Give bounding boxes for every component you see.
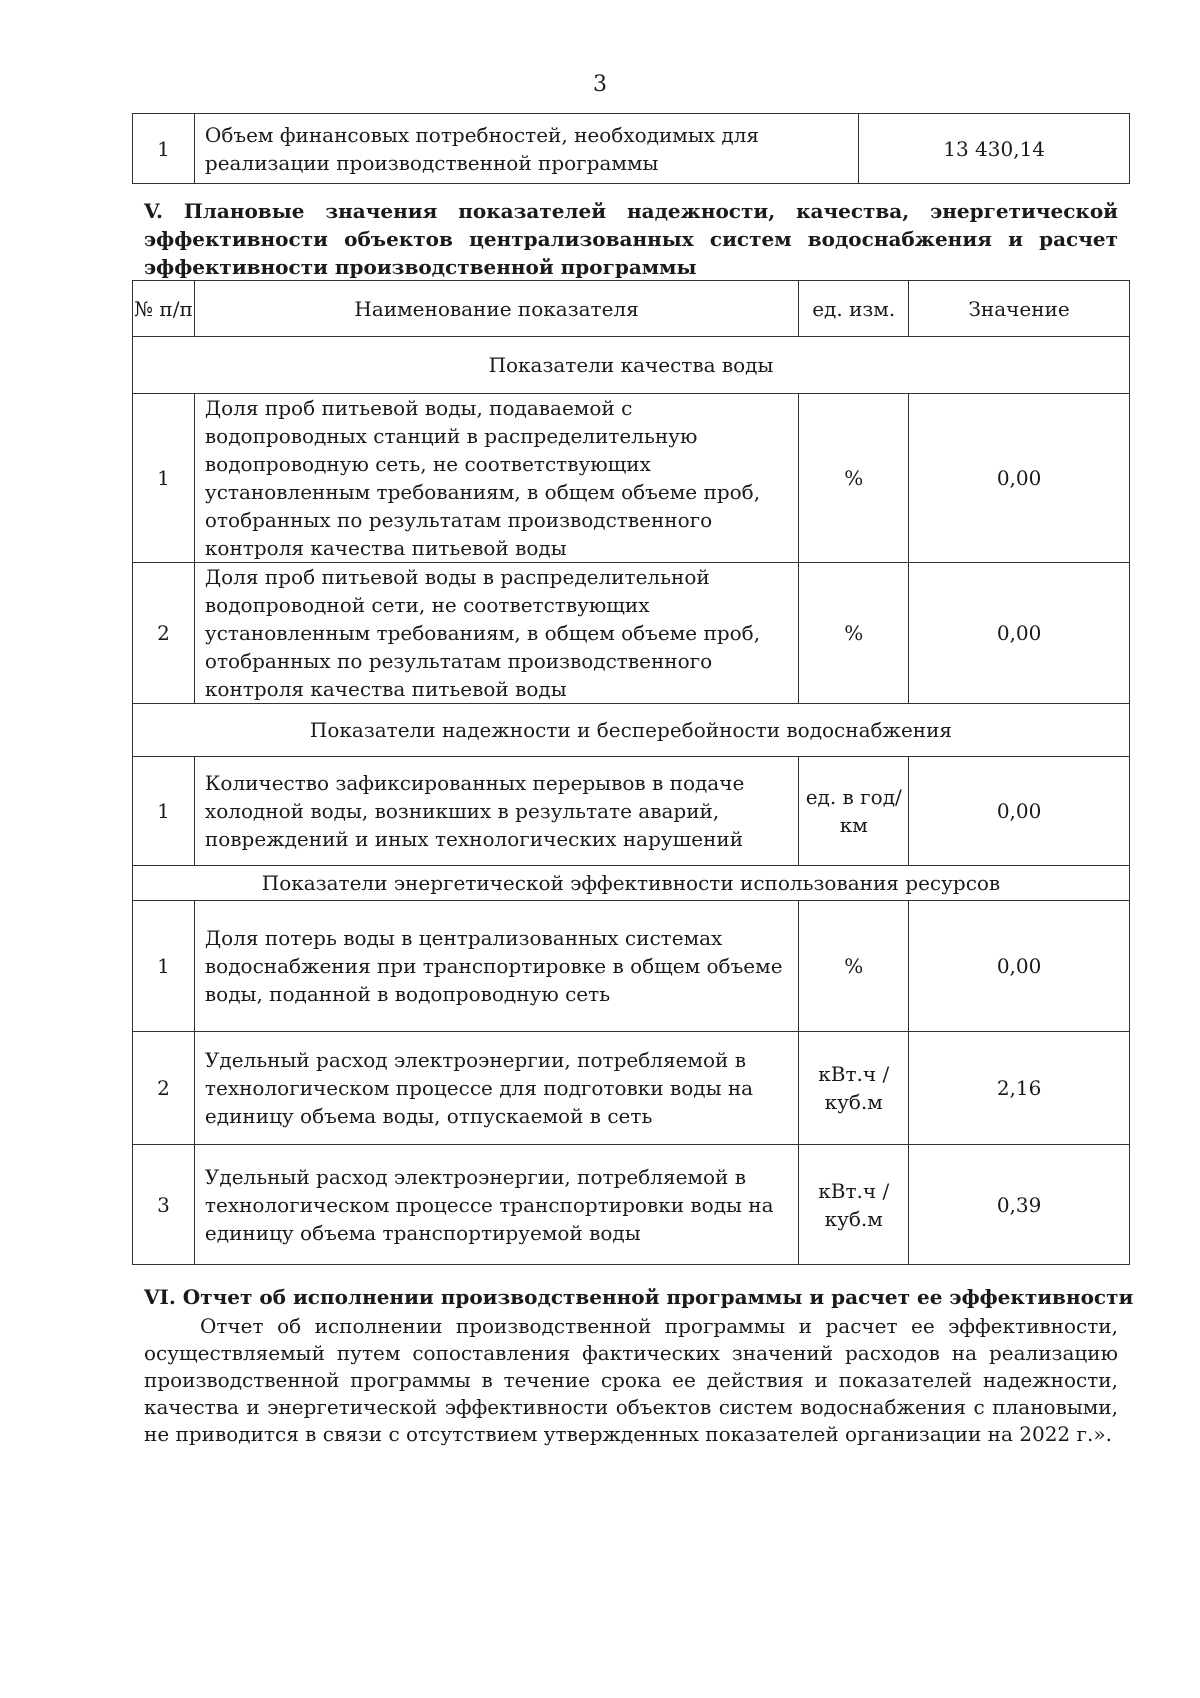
header-name: Наименование показателя <box>194 281 798 337</box>
table-row <box>133 563 1130 704</box>
group-row <box>133 866 1130 901</box>
indicator-value: 2,16 <box>909 1032 1130 1145</box>
section-vi-heading: VI. Отчет об исполнении производственной программы и расчет ее эффективности <box>144 1285 1134 1309</box>
table-row <box>133 901 1130 1032</box>
header-unit: ед. изм. <box>799 281 909 337</box>
indicator-name: Удельный расход электроэнергии, потребляемой в технологическом процессе транспортировки воды на единицу объема транспортируемой воды <box>194 1145 798 1265</box>
row-number: 1 <box>133 757 195 866</box>
indicator-name: Удельный расход электроэнергии, потребляемой в технологическом процессе для подготовки воды на единицу объема воды, отпускаемой в сеть <box>194 1032 798 1145</box>
indicator-name: Доля потерь воды в централизованных системах водоснабжения при транспортировке в общем объеме воды, поданной в водопроводную сеть <box>194 901 798 1032</box>
indicator-unit: ед. в год/ км <box>799 757 909 866</box>
row-number: 1 <box>133 394 195 563</box>
indicator-name: Количество зафиксированных перерывов в подаче холодной воды, возникших в результате аварий, повреждений и иных технологических нарушений <box>194 757 798 866</box>
table-header-row <box>133 281 1130 337</box>
table-row <box>133 1032 1130 1145</box>
row-number: 2 <box>133 563 195 704</box>
indicator-value: 0,00 <box>909 394 1130 563</box>
indicator-unit: % <box>799 394 909 563</box>
group-title: Показатели надежности и бесперебойности водоснабжения <box>133 704 1130 757</box>
indicators-table <box>132 280 1130 1265</box>
group-title: Показатели качества воды <box>133 337 1130 394</box>
group-row <box>133 704 1130 757</box>
row-number: 3 <box>133 1145 195 1265</box>
table-row <box>133 394 1130 563</box>
header-num: № п/п <box>133 281 195 337</box>
indicator-value: 0,00 <box>909 563 1130 704</box>
table-row <box>133 114 1130 184</box>
indicator-unit: % <box>799 901 909 1032</box>
row-number: 2 <box>133 1032 195 1145</box>
page-number: 3 <box>593 72 607 97</box>
indicator-unit: % <box>799 563 909 704</box>
indicator-unit: кВт.ч / куб.м <box>799 1145 909 1265</box>
indicator-value: 0,00 <box>909 901 1130 1032</box>
section-v-heading: V. Плановые значения показателей надежности, качества, энергетической эффективности объектов централизованных систем водоснабжения и расчет эффективности производственной программы <box>144 199 1118 279</box>
indicator-name: Доля проб питьевой воды в распределительной водопроводной сети, не соответствующих установленным требованиям, в общем объеме проб, отобранных по результатам производственного контроля качества питьевой воды <box>194 563 798 704</box>
indicator-name: Доля проб питьевой воды, подаваемой с водопроводных станций в распределительную водопроводную сеть, не соответствующих установленным требованиям, в общем объеме проб, отобранных по результатам производственного контроля качества питьевой воды <box>194 394 798 563</box>
row-number: 1 <box>133 901 195 1032</box>
row-number: 1 <box>133 114 195 184</box>
indicator-name: Объем финансовых потребностей, необходимых для реализации производственной программы <box>194 114 858 184</box>
table-row <box>133 1145 1130 1265</box>
indicator-unit: кВт.ч / куб.м <box>799 1032 909 1145</box>
table-row <box>133 757 1130 866</box>
group-row <box>133 337 1130 394</box>
group-title: Показатели энергетической эффективности использования ресурсов <box>133 866 1130 901</box>
indicator-value: 0,00 <box>909 757 1130 866</box>
header-value: Значение <box>909 281 1130 337</box>
section-vi-paragraph: Отчет об исполнении производственной программы и расчет ее эффективности, осуществляемый путем сопоставления фактических значений расходов на реализацию производственной программы в течение срока ее действия и показателей надежности, качества и энергетической эффективности объектов систем водоснабжения с плановыми, не приводится в связи с отсутствием утвержденных показателей организации на 2022 г.». <box>144 1314 1118 1446</box>
financial-table <box>132 113 1130 184</box>
indicator-value: 13 430,14 <box>859 114 1130 184</box>
indicator-value: 0,39 <box>909 1145 1130 1265</box>
